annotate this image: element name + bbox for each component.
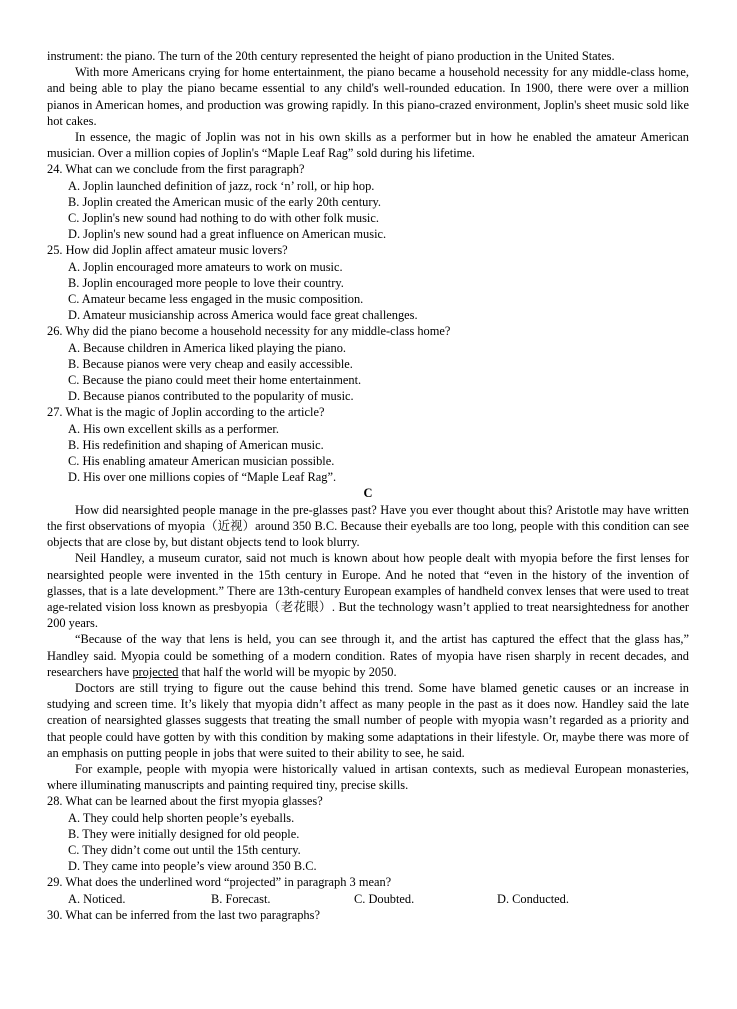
underlined-word: projected (132, 664, 179, 679)
answer-option: D. His over one millions copies of “Maple Leaf Rag”. (68, 470, 337, 485)
passage-paragraph: Neil Handley, a museum curator, said not much is known about how people dealt with myopia before the first lenses for nearsighted people were invented in the 15th century in Europe. And he noted that “even in the history of the invention of glasses, that is a late development.” There are 13th-century European examples of handheld convex lenses that were used to treat age-related vision loss known as presbyopia（老花眼）. But the technology wasn’t applied to treat nearsightedness for another 200 years. (47, 551, 689, 631)
answer-option: D. Conducted. (497, 891, 569, 906)
answer-option: C. Amateur became less engaged in the music composition. (68, 292, 364, 307)
answer-option: B. Joplin encouraged more people to love their country. (68, 275, 344, 290)
answer-option: D. Amateur musicianship across America would face great challenges. (68, 308, 418, 323)
answer-option: B. Forecast. (211, 891, 271, 906)
answer-option: A. His own excellent skills as a performer. (68, 421, 279, 436)
answer-option: C. His enabling amateur American musician possible. (68, 454, 335, 469)
passage-paragraph (47, 631, 689, 680)
passage-paragraph: With more Americans crying for home entertainment, the piano became a household necessity for any middle-class home, and being able to play the piano became essential to any child's well-rounded education. In 1900, there were over a million pianos in American homes, and production was growing rapidly. In this piano-crazed environment, Joplin's sheet music sold like hot cakes. (47, 65, 689, 128)
question-stem: 26. Why did the piano become a household necessity for any middle-class home? (47, 324, 451, 339)
answer-option: A. Joplin encouraged more amateurs to work on music. (68, 259, 343, 274)
answer-option: B. Because pianos were very cheap and easily accessible. (68, 356, 353, 371)
section-heading: C (363, 486, 373, 501)
answer-option: A. Joplin launched definition of jazz, rock ‘n’ roll, or hip hop. (68, 178, 375, 193)
passage-paragraph: For example, people with myopia were historically valued in artisan contexts, such as medieval European monasteries, where illuminating manuscripts and painting required tiny, precise skills. (47, 761, 689, 793)
answer-option: B. His redefinition and shaping of American music. (68, 437, 324, 452)
question-stem: 30. What can be inferred from the last two paragraphs? (47, 907, 320, 922)
answer-option: B. They were initially designed for old people. (68, 826, 300, 841)
answer-option: C. They didn’t come out until the 15th century. (68, 842, 301, 857)
exam-page (47, 48, 689, 923)
answer-options-row (68, 891, 689, 907)
question-stem: 25. How did Joplin affect amateur music lovers? (47, 243, 288, 258)
answer-option: C. Because the piano could meet their home entertainment. (68, 373, 362, 388)
question-stem: 27. What is the magic of Joplin according to the article? (47, 405, 325, 420)
answer-option: A. They could help shorten people’s eyeballs. (68, 810, 295, 825)
passage-paragraph: instrument: the piano. The turn of the 20th century represented the height of piano production in the United States. (47, 49, 615, 63)
answer-option: D. Because pianos contributed to the popularity of music. (68, 389, 354, 404)
answer-option: B. Joplin created the American music of the early 20th century. (68, 194, 381, 209)
answer-option: D. They came into people’s view around 350 B.C. (68, 859, 317, 874)
passage-paragraph: Doctors are still trying to figure out the cause behind this trend. Some have blamed genetic causes or an increase in studying and screen time. It’s likely that myopia didn’t affect as many people in the past as it does now. Handley said the late creation of nearsighted glasses suggests that treating the small number of people with myopia wasn’t regarded as a priority and that people could have gotten by with this condition by making some adaptations in their lifestyle. Or, maybe there was more of an emphasis on putting people in jobs that were suited to their ability to see, he said. (47, 680, 689, 760)
answer-option: C. Doubted. (354, 891, 415, 906)
question-stem: 28. What can be learned about the first myopia glasses? (47, 794, 323, 809)
question-stem: 29. What does the underlined word “projected” in paragraph 3 mean? (47, 875, 392, 890)
passage-paragraph: In essence, the magic of Joplin was not in his own skills as a performer but in how he enabled the amateur American musician. Over a million copies of Joplin's “Maple Leaf Rag” sold during his lifetime. (47, 130, 689, 161)
answer-option: C. Joplin's new sound had nothing to do with other folk music. (68, 211, 379, 226)
passage-paragraph: How did nearsighted people manage in the pre-glasses past? Have you ever thought about this? Aristotle may have written the first observations of myopia（近视）around 350 B.C. Because their eyeballs are too long, people with this condition can see objects that are close by, but distant objects tend to look blurry. (47, 502, 689, 550)
question-stem: 24. What can we conclude from the first paragraph? (47, 162, 305, 177)
paragraph-text: “Because of the way that lens is held, you can see through it, and the artist has captured the effect that the glass has,” Handley said. Myopia could be something of a modern condition. Rates of myopia have risen sharply in recent decades, and researchers have (47, 632, 689, 679)
answer-option: D. Joplin's new sound had a great influence on American music. (68, 227, 387, 242)
answer-option: A. Because children in America liked playing the piano. (68, 340, 347, 355)
paragraph-text: that half the world will be myopic by 2050. (178, 664, 397, 679)
answer-option: A. Noticed. (68, 891, 126, 906)
